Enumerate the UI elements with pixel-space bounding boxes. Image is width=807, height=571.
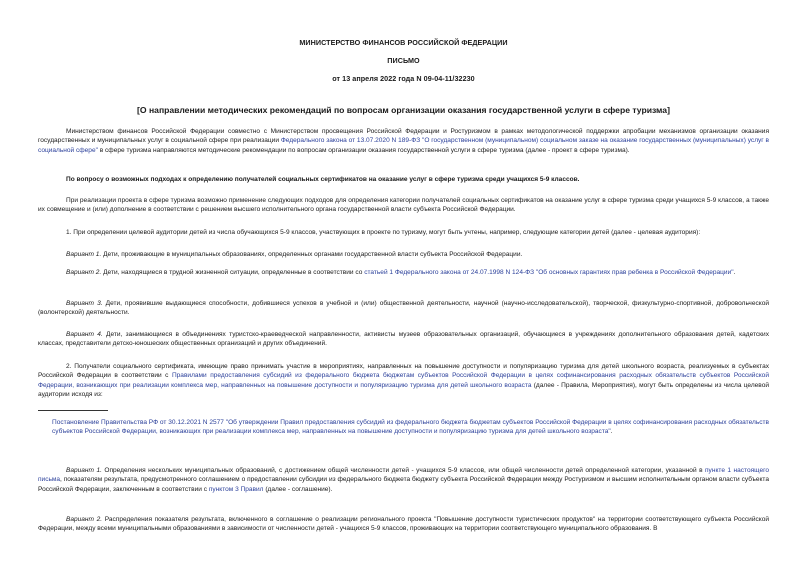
variant-1	[38, 250, 769, 259]
document-type: ПИСЬМО	[387, 56, 420, 65]
paragraph-approaches: При реализации проекта в сфере туризма возможно применение следующих подходов для определения категории получателей социальных сертификатов на оказание услуг в сфере туризма среди учащихся 5-9 классов, а также их совмещение и (или) дополнение в соответствии с решением высшего исполнительного органа государственной власти субъекта Российской Федерации.	[38, 197, 769, 214]
variant-3-label: Вариант 3.	[66, 300, 103, 307]
document-date-number: от 13 апреля 2022 года N 09-04-11/32230	[332, 74, 475, 83]
intro-text-2: в сфере туризма направляются методические рекомендации по вопросам организации оказания государственной услуги в сфере туризма (далее - проект в сфере туризма).	[97, 146, 630, 154]
variant-4-label: Вариант 4.	[66, 331, 103, 338]
variant-2-text-2: .	[733, 269, 736, 276]
variant-4	[38, 330, 769, 349]
link-government-decree-2577[interactable]: Постановление Правительства РФ от 30.12.2021 N 2577 "Об утверждении Правил предоставления субсидий из федерального бюджета бюджетам субъектов Российской Федерации в целях софинансирования расходных обязательств субъектов Российской Федерации, возникающих при реализации комплекса мер, направленных на повышение доступности и популяризацию туризма для детей школьного возраста"	[52, 419, 769, 436]
intro-text-1: Министерством финансов Российской Федерации совместно с Министерством просвещения Российской Федерации и Ростуризмом в рамках методологической поддержки апробации механизмов организации оказания государственных и муниципальных услуг в социальной сфере при реализации	[38, 128, 769, 145]
variant-3	[38, 299, 769, 318]
footnote-separator	[38, 410, 108, 411]
variant-1-label: Вариант 1.	[66, 251, 102, 258]
variant-1b-text-3: (далее - соглашение).	[263, 485, 333, 493]
section-heading: По вопросу о возможных подходах к определению получателей социальных сертификатов на оказание услуг в сфере туризма среди учащихся 5-9 классов.	[66, 176, 580, 183]
link-item-1-of-letter[interactable]: пункте 1 настоящего письма	[38, 467, 769, 484]
paragraph-intro	[38, 127, 769, 155]
variant-2b-text: Распределения показателя результата, включенного в соглашение о реализации регионального проекта "Повышение доступности туристических продуктов" на территории соответствующего субъекта Российской Федерации, между всеми муниципальными образованиями в зависимости от численности детей - учащихся 5-9 классов, проживающих на территории соответствующего муниципального образования. В	[38, 516, 769, 533]
variant-1-text: Дети, проживающие в муниципальных образованиях, определенных органами государственной власти субъекта Российской Федерации.	[101, 251, 523, 258]
variant-1b-text-1: Определения нескольких муниципальных образований, с достижением общей численности детей - учащихся 5-9 классов, или общей численности детей определенной категории, указанной в	[101, 467, 706, 474]
variant-2	[38, 268, 769, 277]
variant-3-text: Дети, проявившие выдающиеся способности, добившиеся успехов в учебной и (или) общественной деятельности, научной (научно-исследовательской), творческой, физкультурно-спортивной, добровольческой (волонтерской) деятельности.	[38, 300, 769, 317]
variant-1b	[38, 466, 769, 494]
footnote-end: .	[610, 428, 613, 436]
variant-1b-label: Вариант 1.	[66, 467, 102, 474]
variant-2-text-1: Дети, находящиеся в трудной жизненной ситуации, определенные в соответствии со	[101, 269, 365, 276]
paragraph-target-audience: 1. При определении целевой аудитории детей из числа обучающихся 5-9 классов, участвующих в проекте по туризму, могут быть учтены, например, следующие категории детей (далее - целевая аудитория):	[66, 229, 701, 236]
variant-2b	[38, 515, 769, 534]
link-federal-law-189[interactable]: Федерального закона от 13.07.2020 N 189-ФЗ "О государственном (муниципальном) социальном заказе на оказание государственных (муниципальных) услуг в социальной сфере"	[38, 137, 769, 154]
variant-2-label: Вариант 2.	[66, 269, 102, 276]
link-subsidy-rules[interactable]: Правилами предоставления субсидий из федерального бюджета бюджетам субъектов Российской Федерации в целях софинансирования расходных обязательств субъектов Российской Федерации, возникающих при реализации комплекса мер, направленных на повышение доступности и популяризацию туризма для детей школьного возраста	[38, 372, 769, 389]
variant-4-text: Дети, занимающиеся в объединениях туристско-краеведческой направленности, активисты музеев образовательных организаций, обучающиеся в учреждениях дополнительного образования детей, кадетских классах, представители детско-юношеских общественных организаций и других объединений.	[38, 331, 769, 348]
paragraph-certificate-recipients	[38, 362, 769, 399]
ministry-name: МИНИСТЕРСТВО ФИНАНСОВ РОССИЙСКОЙ ФЕДЕРАЦИИ	[299, 38, 508, 47]
footnote	[52, 418, 769, 437]
recipients-text-1: 2. Получатели социального сертификата, имеющие право принимать участие в мероприятиях, направленных на повышение доступности и популяризацию туризма для детей школьного возраста, реализуемых в субъектах Российской Федерации в соответствии с	[38, 363, 769, 380]
recipients-text-2: (далее - Правила, Мероприятия), могут быть определены из числа целевой аудитории исходя из:	[38, 381, 770, 398]
document-title: [О направлении методических рекомендаций по вопросам организации оказания государственной услуги в сфере туризма]	[137, 105, 670, 115]
link-item-3-of-rules[interactable]: пунктом 3 Правил	[208, 485, 264, 493]
link-federal-law-124[interactable]: статьей 1 Федерального закона от 24.07.1998 N 124-ФЗ "Об основных гарантиях прав ребенка в Российской Федерации"	[364, 269, 734, 276]
variant-2b-label: Вариант 2.	[66, 516, 103, 523]
variant-1b-text-2: , показателям результата, предусмотренного соглашением о предоставлении субсидии из федерального бюджета бюджету субъекта Российской Федерации между Ростуризмом и высшим исполнительным органом власти субъекта Российской Федерации, заключенным в соответствии с	[38, 476, 769, 493]
